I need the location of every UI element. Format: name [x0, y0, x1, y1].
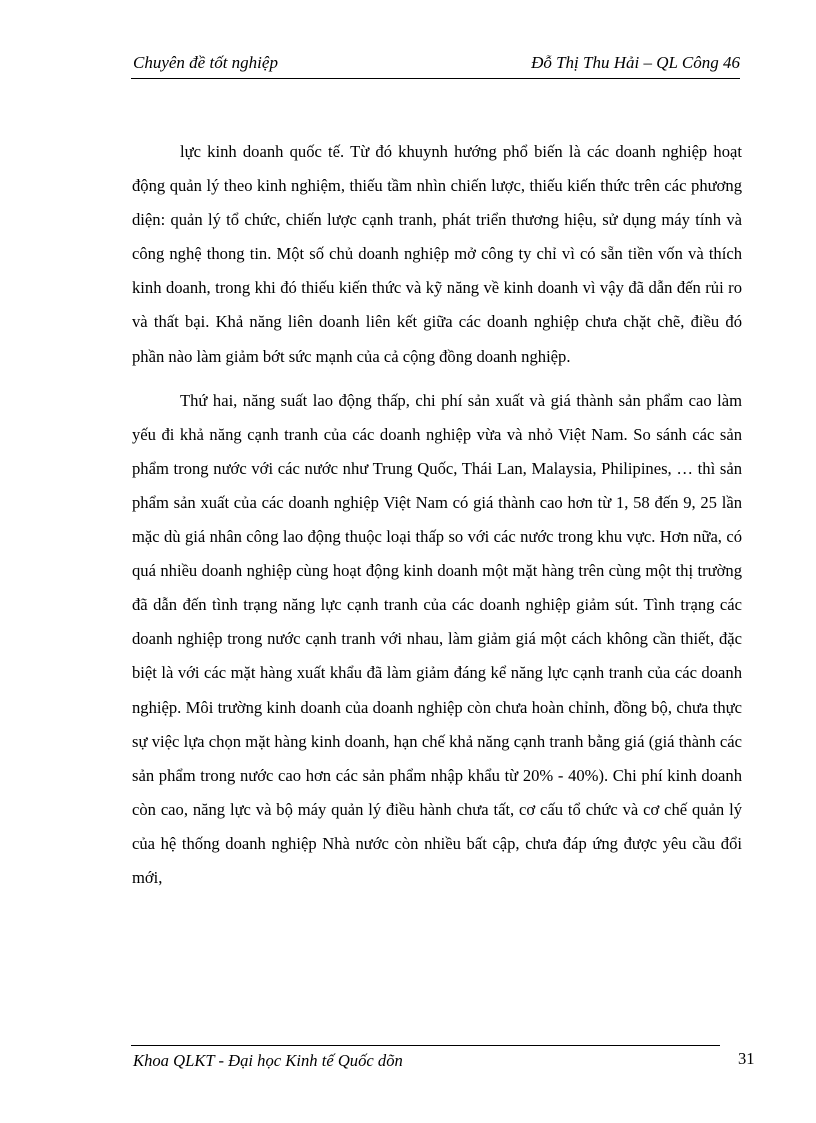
- footer-faculty: Khoa QLKT - Đại học Kinh tế Quốc dõn: [133, 1051, 403, 1070]
- footer-divider: [131, 1045, 720, 1046]
- header-author: Đỗ Thị Thu Hải – QL Công 46: [531, 53, 740, 72]
- page-number: 31: [738, 1049, 755, 1068]
- paragraph: Thứ hai, năng suất lao động thấp, chi phí sản xuất và giá thành sản phẩm cao làm yếu đi khả năng cạnh tranh của các doanh nghiệp vừa và nhỏ Việt Nam. So sánh các sản phẩm trong nước với các nước như Trung Quốc, Thái Lan, Malaysia, Philipines, … thì sản phẩm sản xuất của các doanh nghiệp Việt Nam có giá thành cao hơn từ 1, 58 đến 9, 25 lần mặc dù giá nhân công lao động thuộc loại thấp so với các nước trong khu vực. Hơn nữa, có quá nhiều doanh nghiệp cùng hoạt động kinh doanh một mặt hàng trên cùng một thị trường đã dẫn đến tình trạng năng lực cạnh tranh của các doanh nghiệp giảm sút. Tình trạng các doanh nghiệp trong nước cạnh tranh với nhau, làm giảm giá một cách không cần thiết, đặc biệt là với các mặt hàng xuất khẩu đã làm giảm đáng kể năng lực cạnh tranh của các doanh nghiệp. Môi trường kinh doanh của doanh nghiệp còn chưa hoàn chỉnh, đồng bộ, chưa thực sự việc lựa chọn mặt hàng kinh doanh, hạn chế khả năng cạnh tranh bằng giá (giá thành các sản phẩm trong nước cao hơn các sản phẩm nhập khẩu từ 20% - 40%). Chi phí kinh doanh còn cao, năng lực và bộ máy quản lý điều hành chưa tất, cơ cấu tổ chức và cơ chế quản lý của hệ thống doanh nghiệp Nhà nước còn nhiều bất cập, chưa đáp ứng được yêu cầu đổi mới,: [132, 390, 742, 887]
- body-text: [132, 135, 742, 895]
- header-document-title: Chuyên đề tốt nghiệp: [133, 53, 278, 72]
- page-header: [131, 52, 740, 79]
- paragraph: lực kinh doanh quốc tế. Từ đó khuynh hướng phổ biến là các doanh nghiệp hoạt động quản lý theo kinh nghiệm, thiếu tầm nhìn chiến lược, thiếu kiến thức trên các phương diện: quản lý tổ chức, chiến lược cạnh tranh, phát triển thương hiệu, sử dụng máy tính và công nghệ thong tin. Một số chủ doanh nghiệp mở công ty chỉ vì có sẵn tiền vốn và thích kinh doanh, trong khi đó thiếu kiến thức và kỹ năng về kinh doanh vì vậy đã dẫn đến rủi ro và thất bại. Khả năng liên doanh liên kết giữa các doanh nghiệp chưa chặt chẽ, điều đó phần nào làm giảm bớt sức mạnh của cả cộng đồng doanh nghiệp.: [132, 142, 742, 366]
